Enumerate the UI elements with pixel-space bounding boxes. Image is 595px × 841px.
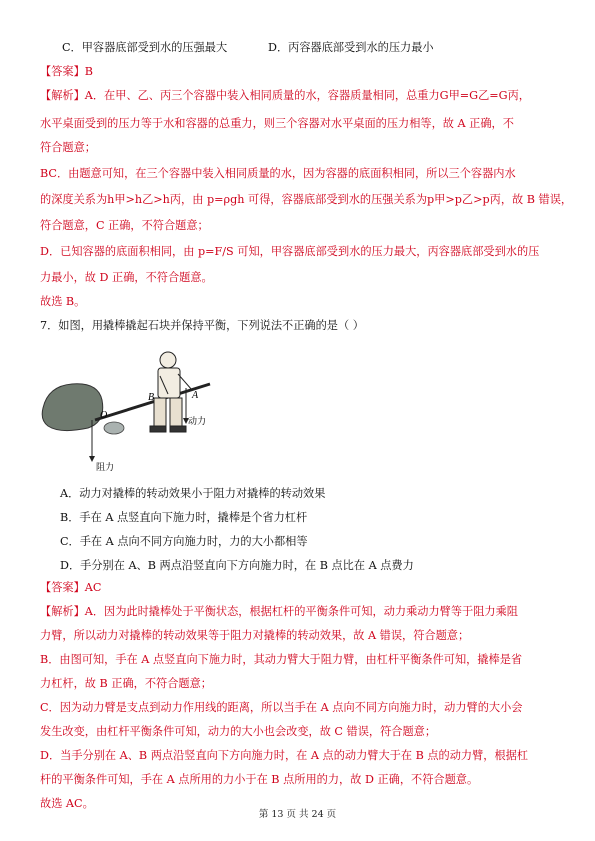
page-footer: 第 13 页 共 24 页 bbox=[258, 809, 337, 820]
q6-exp-line-9: 故选 B。 bbox=[40, 295, 86, 308]
q6-exp-line-8: 力最小，故 D 正确，不符合题意。 bbox=[40, 271, 213, 284]
q7-exp-line-2: 力臂，所以动力对撬棒的转动效果等于阻力对撬棒的转动效果，故 A 错误，符合题意； bbox=[40, 629, 470, 642]
q6-exp-line-5: 的深度关系为h甲>h乙>h丙，由 p=ρgh 可得，容器底部受到水的压强关系为p甲>p乙>p丙，故 B 错误， bbox=[40, 193, 573, 206]
q6-answer: 【答案】B bbox=[40, 65, 93, 78]
q6-option-c: C．甲容器底部受到水的压强最大 bbox=[62, 41, 228, 54]
q6-exp-line-3: 符合题意； bbox=[40, 141, 96, 154]
q7-stem: 7．如图，用撬棒撬起石块并保持平衡，下列说法不正确的是（ ） bbox=[40, 319, 364, 332]
q7-option-a: A．动力对撬棒的转动效果小于阻力对撬棒的转动效果 bbox=[60, 487, 326, 500]
q7-exp-line-5: C．因为动力臂是支点到动力作用线的距离，所以当手在 A 点向不同方向施力时，动力臂的大小会 bbox=[40, 701, 523, 714]
q7-option-d: D．手分别在 A、B 两点沿竖直向下方向施力时，在 B 点比在 A 点费力 bbox=[60, 559, 414, 572]
q7-exp-line-7: D．当手分别在 A、B 两点沿竖直向下方向施力时，在 A 点的动力臂大于在 B 点的动力臂，根据杠 bbox=[40, 749, 529, 762]
q7-exp-line-3: B．由图可知，手在 A 点竖直向下施力时，其动力臂大于阻力臂，由杠杆平衡条件可知，撬棒是省 bbox=[40, 653, 523, 666]
label-force: 动力 bbox=[188, 417, 207, 427]
q7-exp-line-8: 杆的平衡条件可知，手在 A 点所用的力小于在 B 点所用的力，故 D 正确，不符合题意。 bbox=[40, 773, 479, 786]
label-o: O bbox=[100, 410, 108, 421]
fulcrum-stone bbox=[104, 422, 124, 434]
q7-answer: 【答案】AC bbox=[40, 581, 102, 594]
q7-exp-line-4: 力杠杆，故 B 正确，不符合题意； bbox=[40, 677, 212, 690]
lever-figure bbox=[40, 338, 270, 478]
q6-exp-line-4: BC．由题意可知，在三个容器中装入相同质量的水，因为容器的底面积相同，所以三个容器内水 bbox=[40, 167, 516, 180]
label-a: A bbox=[192, 390, 199, 401]
label-resistance: 阻力 bbox=[96, 463, 115, 473]
q7-option-c: C．手在 A 点向不同方向施力时，力的大小都相等 bbox=[60, 535, 308, 548]
q6-exp-line-7: D．已知容器的底面积相同，由 p=F/S 可知，甲容器底部受到水的压力最大，丙容器底部受到水的压 bbox=[40, 245, 540, 258]
resistance-arrow-head bbox=[89, 456, 95, 462]
q6-exp-line-6: 符合题意，C 正确，不符合题意； bbox=[40, 219, 209, 232]
label-b: B bbox=[148, 392, 155, 403]
q7-exp-line-9: 故选 AC。 bbox=[40, 797, 94, 810]
q7-exp-line-1: 【解析】A．因为此时撬棒处于平衡状态，根据杠杆的平衡条件可知，动力乘动力臂等于阻力乘阻 bbox=[40, 605, 518, 618]
rock-shape bbox=[42, 384, 103, 431]
q6-option-d: D．丙容器底部受到水的压力最小 bbox=[268, 41, 434, 54]
q6-exp-line-1: 【解析】A．在甲、乙、丙三个容器中装入相同质量的水，容器质量相同，总重力G甲=G乙=G丙， bbox=[40, 89, 530, 102]
q7-option-b: B．手在 A 点竖直向下施力时，撬棒是个省力杠杆 bbox=[60, 511, 308, 524]
q6-exp-line-2: 水平桌面受到的压力等于水和容器的总重力，则三个容器对水平桌面的压力相等，故 A 正确，不 bbox=[40, 117, 514, 130]
q7-exp-line-6: 发生改变，由杠杆平衡条件可知，动力的大小也会改变，故 C 错误，符合题意； bbox=[40, 725, 437, 738]
